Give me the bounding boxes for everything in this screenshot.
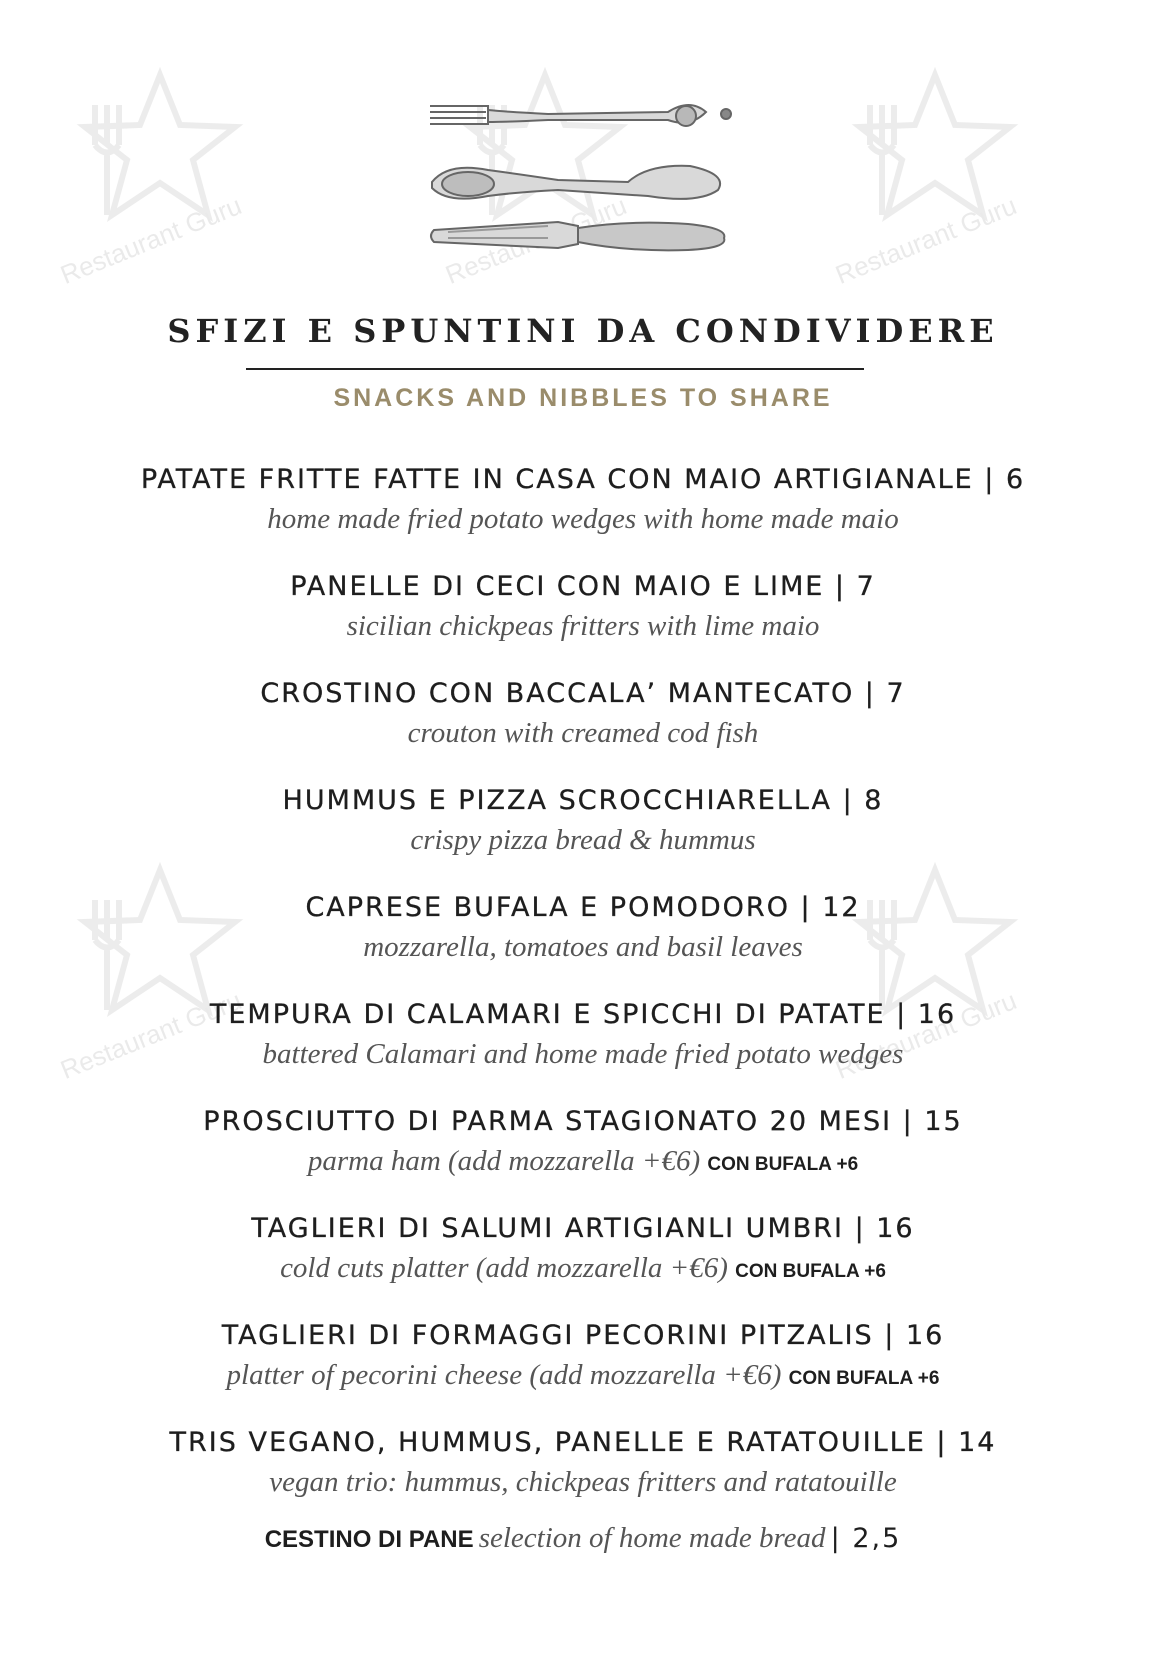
menu-item xyxy=(0,1209,1166,1316)
menu-item-description xyxy=(0,1463,1166,1501)
menu-item xyxy=(0,1316,1166,1423)
menu-item-description xyxy=(0,714,1166,752)
menu-item-desc-text: home made fried potato wedges with home made maio xyxy=(267,503,899,535)
menu-item-desc-text: platter of pecorini cheese (add mozzarella +€6) xyxy=(226,1359,782,1391)
menu-item-desc-text: crispy pizza bread & hummus xyxy=(410,824,756,856)
watermark-text: Restaurant Guru xyxy=(831,985,1021,1085)
menu-item-name: CROSTINO CON BACCALA’ MANTECATO | 7 xyxy=(260,678,906,709)
menu-title: SFIZI E SPUNTINI DA CONDIVIDERE xyxy=(167,312,999,350)
bread-line xyxy=(0,1522,1166,1555)
menu-item-desc-text: battered Calamari and home made fried potato wedges xyxy=(262,1038,904,1070)
menu-item-desc-text: mozzarella, tomatoes and basil leaves xyxy=(363,931,803,963)
menu-item-desc-text: cold cuts platter (add mozzarella +€6) xyxy=(280,1252,728,1284)
watermark-text: Restaurant Guru xyxy=(831,190,1021,290)
menu-item xyxy=(0,460,1166,567)
menu-item-name: CAPRESE BUFALA E POMODORO | 12 xyxy=(305,892,861,923)
watermark-text: Restaurant Guru xyxy=(56,190,246,290)
menu-item-extra: CON BUFALA +6 xyxy=(707,1154,859,1175)
menu-item-desc-text: crouton with creamed cod fish xyxy=(407,717,759,749)
menu-item xyxy=(0,567,1166,674)
menu-item-description xyxy=(0,928,1166,966)
menu-item-description xyxy=(0,1035,1166,1073)
menu-item-name: TEMPURA DI CALAMARI E SPICCHI DI PATATE | 16 xyxy=(209,999,957,1030)
menu-item-name: TAGLIERI DI FORMAGGI PECORINI PITZALIS | 16 xyxy=(221,1320,945,1351)
watermark-text: Restaurant Guru xyxy=(56,985,246,1085)
menu-item-description xyxy=(0,607,1166,645)
menu-item-description xyxy=(0,1356,1166,1398)
menu-item-extra: CON BUFALA +6 xyxy=(735,1261,886,1282)
menu-subtitle: SNACKS AND NIBBLES TO SHARE xyxy=(333,384,833,412)
menu-item xyxy=(0,1423,1166,1530)
menu-item xyxy=(0,781,1166,888)
menu-item xyxy=(0,1102,1166,1209)
title-divider xyxy=(246,368,864,370)
menu-item-description xyxy=(0,1249,1166,1291)
menu-item-description xyxy=(0,821,1166,859)
menu-item-name: TAGLIERI DI SALUMI ARTIGIANLI UMBRI | 16 xyxy=(251,1213,915,1244)
menu-item-name: HUMMUS E PIZZA SCROCCHIARELLA | 8 xyxy=(282,785,884,816)
menu-item xyxy=(0,674,1166,781)
bread-description: selection of home made bread xyxy=(478,1522,826,1554)
menu-item-desc-text: parma ham (add mozzarella +€6) xyxy=(307,1145,701,1177)
watermark xyxy=(830,55,1090,305)
menu-item-list xyxy=(0,460,1166,1530)
menu-item-description xyxy=(0,1142,1166,1184)
watermark xyxy=(55,55,315,305)
menu-item xyxy=(0,995,1166,1102)
menu-item-extra: CON BUFALA +6 xyxy=(788,1368,940,1389)
menu-item-name: TRIS VEGANO, HUMMUS, PANELLE E RATATOUILLE | 14 xyxy=(169,1427,997,1458)
bread-price: | 2,5 xyxy=(830,1523,902,1554)
menu-item xyxy=(0,888,1166,995)
menu-item-description xyxy=(0,500,1166,538)
menu-item-name: PATATE FRITTE FATTE IN CASA CON MAIO ARTIGIANALE | 6 xyxy=(140,464,1026,495)
menu-item-name: PANELLE DI CECI CON MAIO E LIME | 7 xyxy=(290,571,876,602)
menu-item-desc-text: sicilian chickpeas fritters with lime maio xyxy=(346,610,820,642)
cutlery-illustration-icon xyxy=(428,92,748,267)
menu-item-name: PROSCIUTTO DI PARMA STAGIONATO 20 MESI | 15 xyxy=(203,1106,963,1137)
menu-item-desc-text: vegan trio: hummus, chickpeas fritters and ratatouille xyxy=(269,1466,897,1498)
bread-name: CESTINO DI PANE xyxy=(264,1526,474,1553)
watermark-text: Restaurant Guru xyxy=(441,190,631,290)
